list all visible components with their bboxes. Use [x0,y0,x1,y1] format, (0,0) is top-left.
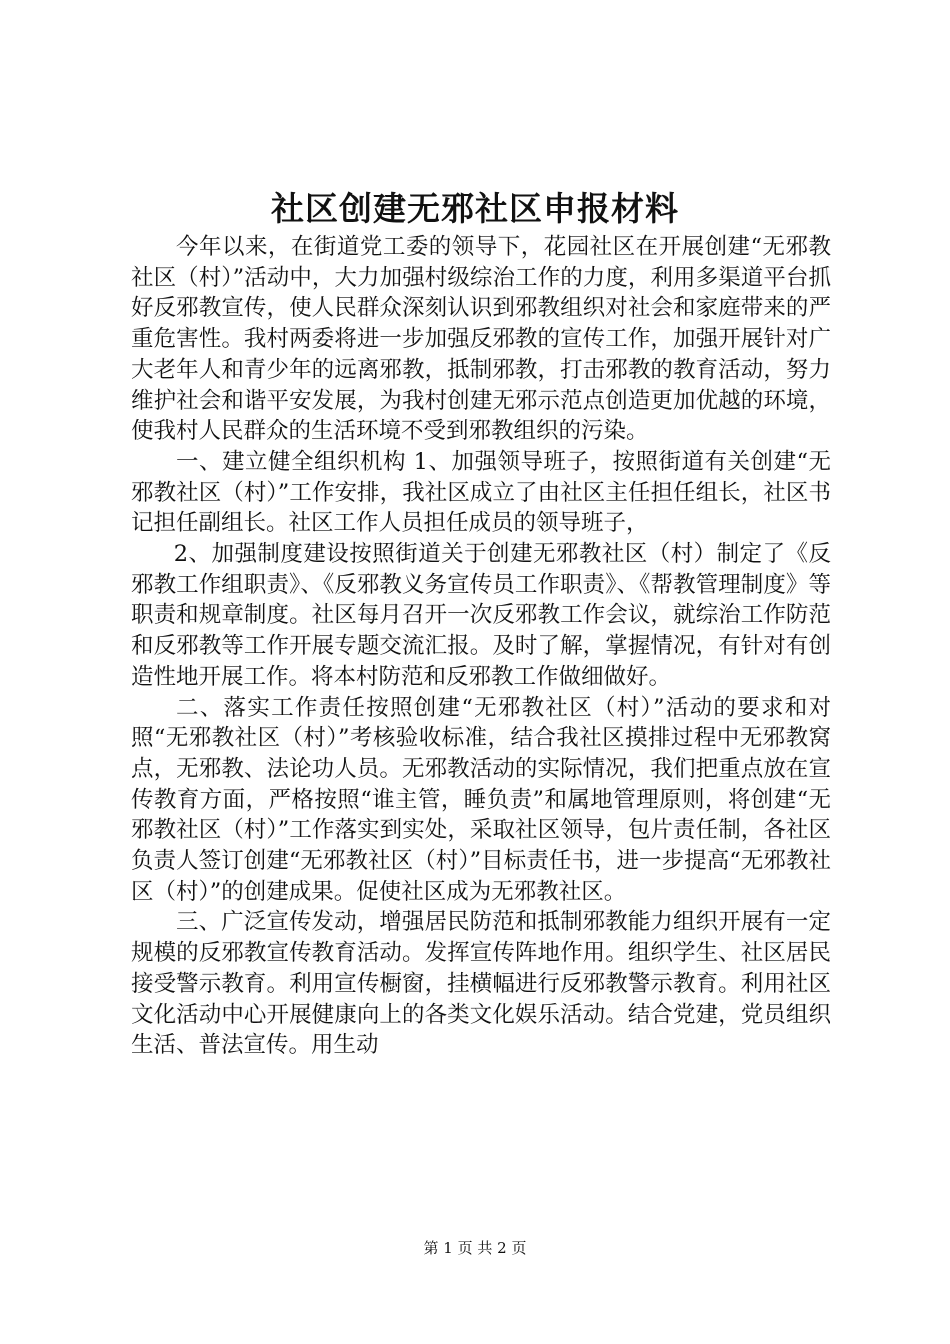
paragraph-section-1: 一、建立健全组织机构 1、加强领导班子，按照街道有关创建“无邪教社区（村）”工作安排，我社区成立了由社区主任担任组长，社区书记担任副组长。社区工作人员担任成员的领导班子， [131,448,831,537]
document-title: 社区创建无邪社区申报材料 [271,189,679,228]
paragraph-section-1-2: 2、加强制度建设按照街道关于创建无邪教社区（村）制定了《反邪教工作组职责》、《反邪教义务宣传员工作职责》、《帮教管理制度》等职责和规章制度。社区每月召开一次反邪教工作会议，就综治工作防范和反邪教等工作开展专题交流汇报。及时了解，掌握情况，有针对有创造性地开展工作。将本村防范和反邪教工作做细做好。 [131,541,831,690]
paragraph-section-2: 二、落实工作责任按照创建“无邪教社区（村）”活动的要求和对照“无邪教社区（村）”考核验收标准，结合我社区摸排过程中无邪教窝点，无邪教、法论功人员。无邪教活动的实际情况，我们把重点放在宣传教育方面，严格按照“谁主管，睡负责”和属地管理原则，将创建“无邪教社区（村）”工作落实到实处，采取社区领导，包片责任制，各社区负责人签订创建“无邪教社区（村）”目标责任书，进一步提高“无邪教社区（村）”的创建成果。促使社区成为无邪教社区。 [131,694,831,905]
paragraph-section-3: 三、广泛宣传发动，增强居民防范和抵制邪教能力组织开展有一定规模的反邪教宣传教育活动。发挥宣传阵地作用。组织学生、社区居民接受警示教育。利用宣传橱窗，挂横幅进行反邪教警示教育。利用社区文化活动中心开展健康向上的各类文化娱乐活动。结合党建，党员组织生活、普法宣传。用生动 [131,909,831,1059]
page-footer: 第 1 页 共 2 页 [423,1239,527,1257]
document-body [131,232,831,1061]
paragraph-intro: 今年以来，在街道党工委的领导下，花园社区在开展创建“无邪教社区（村）”活动中，大力加强村级综治工作的力度，利用多渠道平台抓好反邪教宣传，使人民群众深刻认识到邪教组织对社会和家庭带来的严重危害性。我村两委将进一步加强反邪教的宣传工作，加强开展针对广大老年人和青少年的远离邪教，抵制邪教，打击邪教的教育活动，努力维护社会和谐平安发展，为我村创建无邪示范点创造更加优越的环境，使我村人民群众的生活环境不受到邪教组织的污染。 [131,234,831,445]
